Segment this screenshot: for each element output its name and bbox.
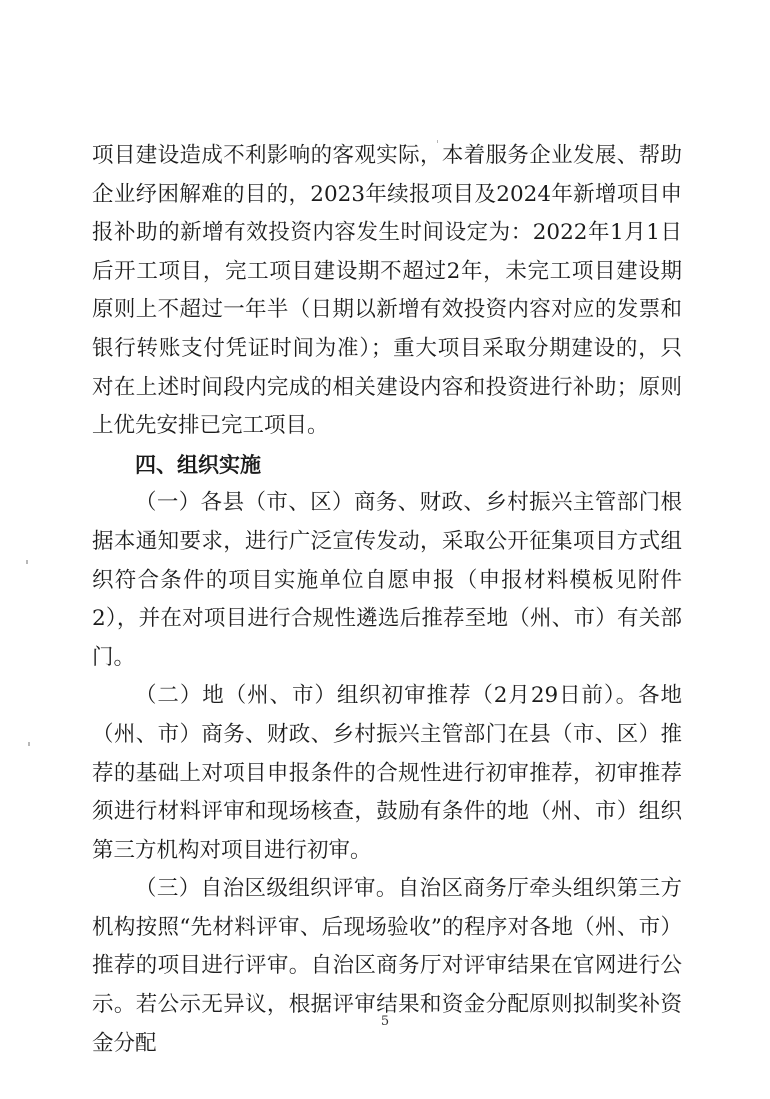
- section-heading-organization: 四、组织实施: [135, 452, 261, 477]
- scan-speck: [437, 140, 438, 143]
- paragraph-item-3: （三）自治区级组织评审。自治区商务厅牵头组织第三方机构按照“先材料评审、后现场验收”的程序对各地（州、市）推荐的项目进行评审。自治区商务厅对评审结果在官网进行公示。若公示无异议，根据评审结果和资金分配原则拟制奖补资金分配: [92, 876, 682, 1056]
- paragraph-continuation: 项目建设造成不利影响的客观实际，本着服务企业发展、帮助企业纾困解难的目的，2023年续报项目及2024年新增项目申报补助的新增有效投资内容发生时间设定为：2022年1月1日后开工项目，完工项目建设期不超过2年，未完工项目建设期原则上不超过一年半（日期以新增有效投资内容对应的发票和银行转账支付凭证时间为准）；重大项目采取分期建设的，只对在上述时间段内完成的相关建设内容和投资进行补助；原则上优先安排已完工项目。: [92, 143, 682, 439]
- document-body: [92, 137, 682, 1063]
- paragraph-item-2: （二）地（州、市）组织初审推荐（2月29日前）。各地（州、市）商务、财政、乡村振兴主管部门在县（市、区）推荐的基础上对项目申报条件的合规性进行初审推荐，初审推荐须进行材料评审和现场核查，鼓励有条件的地（州、市）组织第三方机构对项目进行初审。: [92, 683, 682, 863]
- scan-speck: [26, 560, 28, 564]
- page-number: 5: [380, 1014, 390, 1029]
- paragraph-item-1: （一）各县（市、区）商务、财政、乡村振兴主管部门根据本通知要求，进行广泛宣传发动，采取公开征集项目方式组织符合条件的项目实施单位自愿申报（申报材料模板见附件2），并在对项目进行合规性遴选后推荐至地（州、市）有关部门。: [92, 490, 682, 670]
- scan-speck: [28, 742, 30, 746]
